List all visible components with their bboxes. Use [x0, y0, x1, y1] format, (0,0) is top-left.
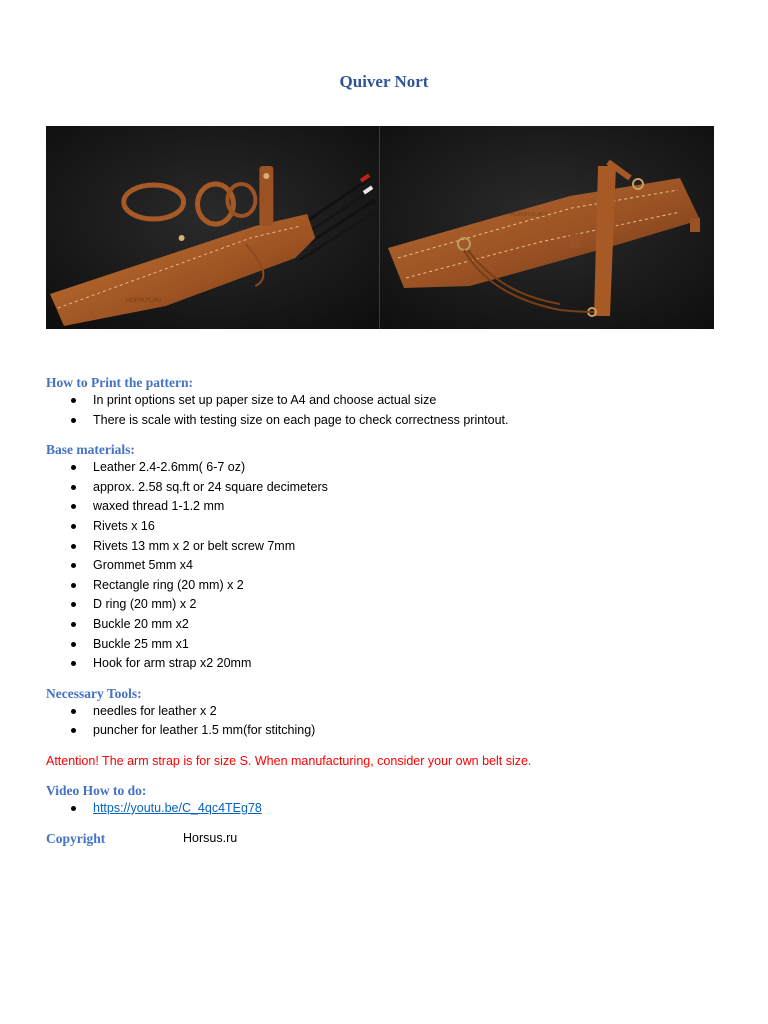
- tools-list: [46, 702, 726, 741]
- svg-text:HORSUS.RU: HORSUS.RU: [510, 212, 547, 218]
- attention-note: Attention! The arm strap is for size S. When manufacturing, consider your own belt size.: [46, 753, 532, 768]
- list-item: waxed thread 1-1.2 mm: [46, 497, 726, 517]
- print-list: [46, 391, 726, 430]
- copyright-label: Copyright: [46, 830, 106, 846]
- list-item: approx. 2.58 sq.ft or 24 square decimeters: [46, 478, 726, 498]
- quiver-photo-icon: [380, 126, 714, 329]
- document-body: [46, 374, 726, 847]
- list-item: In print options set up paper size to A4 and choose actual size: [46, 391, 726, 411]
- list-item: [46, 799, 726, 819]
- list-item: There is scale with testing size on each page to check correctness printout.: [46, 411, 726, 431]
- list-item: needles for leather x 2: [46, 702, 726, 722]
- product-photos: [46, 126, 714, 329]
- section-heading: How to Print the pattern:: [46, 375, 193, 390]
- quiver-photo-icon: [46, 126, 379, 329]
- section-heading: Base materials:: [46, 442, 135, 458]
- list-item: Grommet 5mm x4: [46, 556, 726, 576]
- svg-text:HORSUS.RU: HORSUS.RU: [125, 297, 162, 305]
- list-item: Buckle 25 mm x1: [46, 635, 726, 655]
- copyright-row: [46, 830, 726, 847]
- list-item: Rivets x 16: [46, 517, 726, 537]
- copyright-value: Horsus.ru: [183, 830, 238, 845]
- list-item: Buckle 20 mm x2: [46, 615, 726, 635]
- list-item: Rivets 13 mm x 2 or belt screw 7mm: [46, 537, 726, 557]
- section-tools: [46, 685, 726, 741]
- video-link[interactable]: https://youtu.be/C_4qc4TEg78: [93, 800, 262, 815]
- quiver-photo-right: [380, 126, 714, 329]
- list-item: puncher for leather 1.5 mm(for stitching): [46, 721, 726, 741]
- list-item: Hook for arm strap x2 20mm: [46, 654, 726, 674]
- section-print: [46, 374, 726, 430]
- section-video: [46, 782, 726, 819]
- section-heading: Necessary Tools:: [46, 685, 142, 701]
- section-heading: Video How to do:: [46, 782, 147, 798]
- list-item: Rectangle ring (20 mm) x 2: [46, 576, 726, 596]
- list-item: D ring (20 mm) x 2: [46, 595, 726, 615]
- section-materials: [46, 441, 726, 674]
- materials-list: [46, 458, 726, 674]
- document-title: Quiver Nort: [339, 72, 429, 91]
- quiver-photo-left: [46, 126, 380, 329]
- video-list: [46, 799, 726, 819]
- list-item: Leather 2.4-2.6mm( 6-7 oz): [46, 458, 726, 478]
